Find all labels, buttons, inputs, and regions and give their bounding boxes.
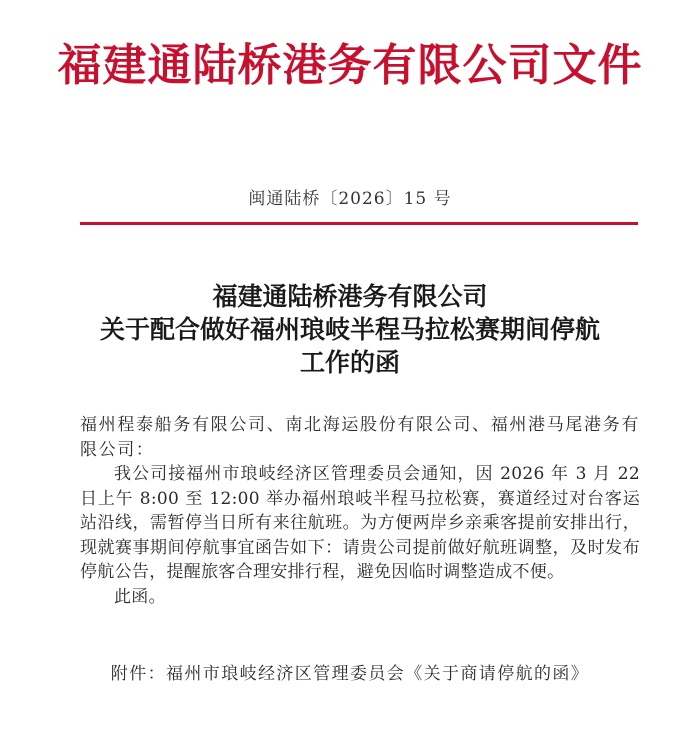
title-line-subject-end: 工作的函 bbox=[299, 348, 400, 377]
red-separator-line bbox=[80, 222, 638, 225]
body-paragraph: 我公司接福州市琅岐经济区管理委员会通知，因 2026 年 3 月 22 日上午 8:00 至 12:00 举办福州琅岐半程马拉松赛，赛道经过对台客运站沿线，需暂停当日所有来往航班。为方便两岸乡亲乘客提前安排出行，现就赛事期间停航事宜函告如下：请贵公司提前做好航班调整，及时发布停航公告，提醒旅客合理安排行程，避免因临时调整造成不便。 bbox=[80, 464, 640, 582]
addressee-line: 福州程泰船务有限公司、南北海运股份有限公司、福州港马尾港务有限公司： bbox=[80, 415, 640, 460]
document-title bbox=[40, 280, 660, 379]
title-line-subject: 关于配合做好福州琅岐半程马拉松赛期间停航 bbox=[99, 315, 600, 344]
letterhead-title: 福建通陆桥港务有限公司文件 bbox=[57, 40, 643, 91]
closing-line: 此函。 bbox=[114, 586, 166, 607]
letter-body bbox=[80, 413, 640, 609]
document-number: 闽通陆桥〔2026〕15 号 bbox=[248, 189, 452, 209]
attachment-line: 附件：福州市琅岐经济区管理委员会《关于商请停航的函》 bbox=[110, 664, 590, 684]
title-line-company: 福建通陆桥港务有限公司 bbox=[212, 282, 488, 311]
